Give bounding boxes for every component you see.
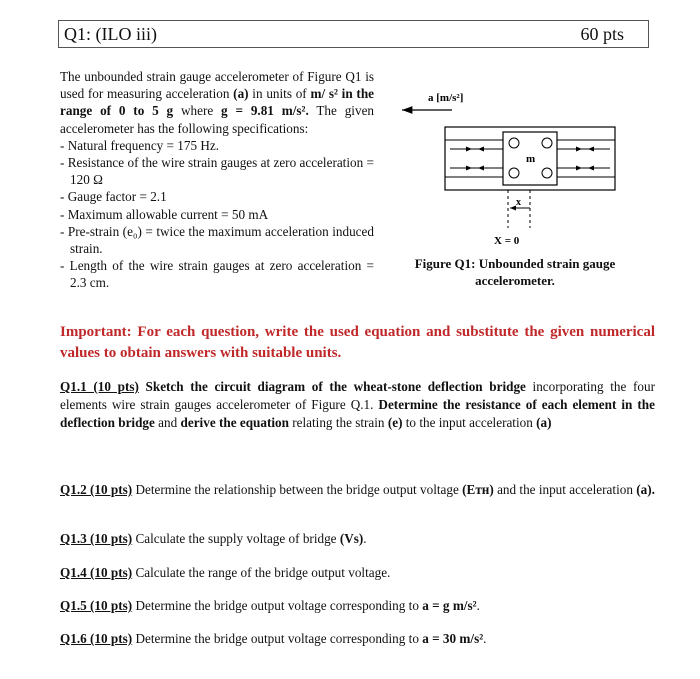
q1-5-t2: a = g m/s²	[422, 598, 477, 613]
question-label: Q1.1 (10 pts)	[60, 379, 139, 394]
question-label: Q1.3 (10 pts)	[60, 531, 133, 546]
intro-paragraph	[60, 68, 374, 292]
q1-5-t1: Determine the bridge output voltage corresponding to	[132, 598, 423, 613]
roller-icon	[542, 138, 552, 148]
intro-gravity: g = 9.81 m/s².	[221, 103, 309, 119]
accelerometer-diagram	[390, 80, 640, 255]
q1-3-t2: (Vs)	[339, 531, 364, 546]
spec-item: - Length of the wire strain gauges at zero acceleration = 2.3 cm.	[60, 257, 374, 291]
intro-text	[60, 68, 374, 137]
q1-5-t3: .	[476, 598, 480, 613]
x0-label: X = 0	[494, 235, 520, 247]
accelerometer-figure	[390, 80, 640, 300]
q1-6-t2: a = 30 m/s²	[422, 631, 484, 646]
spec-list	[60, 137, 374, 292]
q1-1-t5: derive the equation	[180, 415, 289, 430]
roller-icon	[509, 138, 519, 148]
q1-1-t7: (e)	[387, 415, 403, 430]
intro-t3: where	[173, 103, 222, 119]
question-label: Q1.5 (10 pts)	[60, 598, 133, 613]
question-label: Q1.2 (10 pts)	[60, 482, 133, 497]
question-1-5	[60, 597, 655, 615]
question-1-2	[60, 481, 655, 499]
figure-caption: Figure Q1: Unbounded strain gauge accelerometer.	[414, 256, 616, 288]
q1-4-t1: Calculate the range of the bridge output voltage.	[132, 565, 391, 580]
question-1-3	[60, 530, 655, 548]
spec-item: - Pre-strain (e₀) = twice the maximum acceleration induced strain.	[60, 223, 374, 257]
q1-2-t3: and the input acceleration	[493, 482, 637, 497]
q1-3-t3: .	[363, 531, 367, 546]
accel-label: a [m/s²]	[428, 92, 464, 104]
intro-t1: The unbounded strain gauge accelerometer of Figure Q1 is used for measuring acceleration	[60, 69, 374, 102]
question-1-1	[60, 378, 655, 432]
question-number: Q1: (ILO iii)	[64, 24, 157, 44]
intro-t2: in units of	[248, 86, 311, 102]
intro-range: m/ s² in the range of 0 to 5 g	[60, 86, 375, 119]
question-1-6	[60, 630, 655, 648]
q1-2-t4: (a).	[636, 482, 655, 497]
intro-accel-symbol: (a)	[233, 86, 249, 102]
spec-item: - Gauge factor = 2.1	[60, 188, 374, 205]
question-label: Q1.6 (10 pts)	[60, 631, 133, 646]
q1-1-t1: Sketch the circuit diagram of the wheat-stone deflection bridge	[138, 379, 526, 394]
x-label: x	[516, 197, 521, 208]
question-label: Q1.4 (10 pts)	[60, 565, 133, 580]
q1-1-t6: relating the strain	[288, 415, 388, 430]
q1-1-t2: incorporating the four elements wire strain gauges accelerometer of Figure Q.1.	[60, 379, 655, 412]
q1-1-t8: to the input acceleration	[402, 415, 537, 430]
q1-2-t1: Determine the relationship between the bridge output voltage	[132, 482, 463, 497]
spec-item: - Natural frequency = 175 Hz.	[60, 137, 374, 154]
intro-t4: The given accelerometer has the following specifications:	[60, 103, 375, 136]
question-points: 60 pts	[580, 24, 624, 44]
q1-6-t3: .	[483, 631, 487, 646]
important-note: Important: For each question, write the used equation and substitute the given numerical values to obtain answers with suitable units.	[60, 324, 655, 361]
q1-1-t9: (a)	[536, 415, 552, 430]
question-1-4	[60, 564, 655, 582]
question-header	[58, 20, 649, 48]
q1-6-t1: Determine the bridge output voltage corresponding to	[132, 631, 423, 646]
spec-item: - Maximum allowable current = 50 mA	[60, 206, 374, 223]
q1-2-t2: (Eᴛʜ)	[462, 482, 494, 497]
q1-1-t3: Determine the resistance of each element in the deflection bridge	[60, 397, 655, 430]
roller-icon	[509, 168, 519, 178]
q1-1-t4: and	[154, 415, 181, 430]
spec-item: - Resistance of the wire strain gauges at zero acceleration = 120 Ω	[60, 154, 374, 188]
mass-label: m	[526, 153, 536, 165]
roller-icon	[542, 168, 552, 178]
q1-3-t1: Calculate the supply voltage of bridge	[132, 531, 340, 546]
